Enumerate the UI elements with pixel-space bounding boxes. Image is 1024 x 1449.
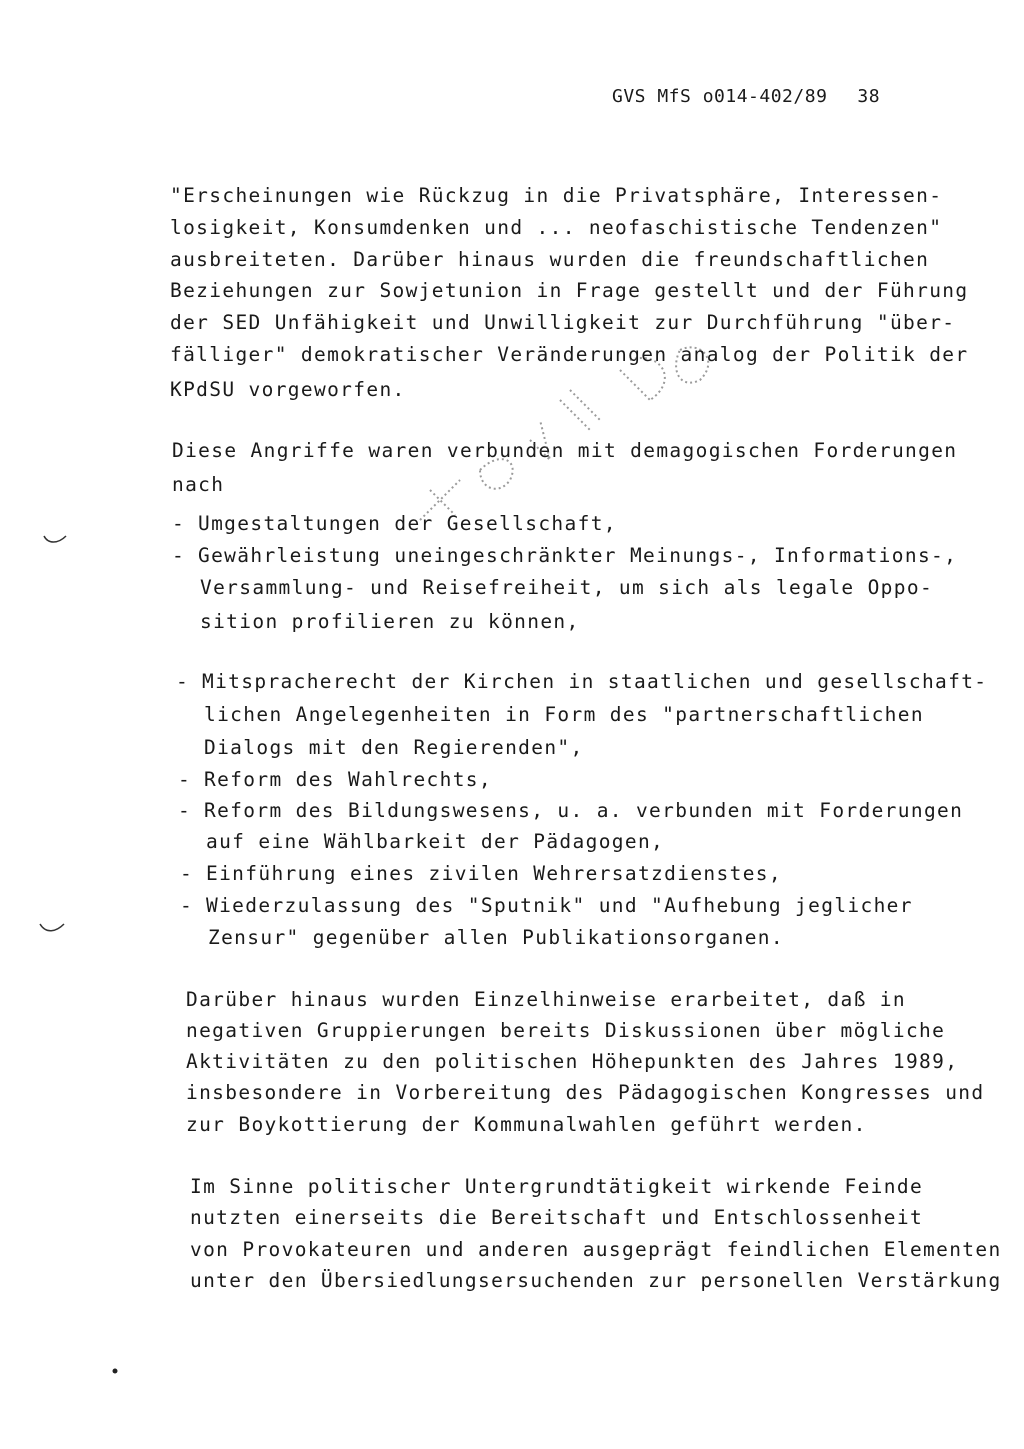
- text-line: der SED Unfähigkeit und Unwilligkeit zur Durchführung "über-: [170, 311, 956, 334]
- list-item: - Reform des Bildungswesens, u. a. verbunden mit Forderungen: [178, 799, 964, 822]
- text-line: Aktivitäten zu den politischen Höhepunkten des Jahres 1989,: [186, 1050, 959, 1073]
- text-line: KPdSU vorgeworfen.: [170, 378, 406, 401]
- ink-dot-icon: [110, 1366, 120, 1376]
- text-line: ausbreiteten. Darüber hinaus wurden die freundschaftlichen: [170, 248, 930, 271]
- list-item: - Gewährleistung uneingeschränkter Meinungs-, Informations-,: [172, 544, 958, 567]
- text-line: Beziehungen zur Sowjetunion in Frage gestellt und der Führung: [170, 279, 969, 302]
- text-line: insbesondere in Vorbereitung des Pädagogischen Kongresses und: [186, 1081, 985, 1104]
- text-line: Diese Angriffe waren verbunden mit demagogischen Forderungen: [172, 439, 958, 462]
- text-line: losigkeit, Konsumdenken und ... neofaschistische Tendenzen": [170, 216, 943, 239]
- page-header: [612, 86, 880, 107]
- text-line: "Erscheinungen wie Rückzug in die Privatsphäre, Interessen-: [170, 184, 943, 207]
- list-item: - Mitspracherecht der Kirchen in staatlichen und gesellschaft-: [176, 670, 988, 693]
- list-item: - Reform des Wahlrechts,: [178, 768, 492, 791]
- page-number: 38: [857, 86, 881, 107]
- text-line: negativen Gruppierungen bereits Diskussionen über mögliche: [186, 1019, 946, 1042]
- text-line: unter den Übersiedlungsersuchenden zur personellen Verstärkung: [190, 1269, 1002, 1292]
- list-marker: -: [172, 512, 186, 535]
- list-item: - Umgestaltungen der Gesellschaft,: [172, 512, 617, 535]
- list-marker: -: [172, 544, 186, 567]
- text-line: von Provokateuren und anderen ausgeprägt feindlichen Elementen: [190, 1238, 1002, 1261]
- list-marker: -: [180, 862, 194, 885]
- margin-tick-icon: [40, 530, 70, 550]
- list-marker: -: [178, 799, 192, 822]
- list-item: - Einführung eines zivilen Wehrersatzdienstes,: [180, 862, 782, 885]
- text-line: nach: [172, 473, 225, 496]
- text-line: nutzten einerseits die Bereitschaft und Entschlossenheit: [190, 1206, 924, 1229]
- text-line: fälliger" demokratischer Veränderungen analog der Politik der: [170, 343, 969, 366]
- list-item-continuation: Zensur" gegenüber allen Publikationsorganen.: [208, 926, 784, 949]
- list-item-continuation: sition profilieren zu können,: [200, 610, 580, 633]
- text-line: zur Boykottierung der Kommunalwahlen geführt werden.: [186, 1113, 867, 1136]
- list-marker: -: [178, 768, 192, 791]
- list-item-continuation: Dialogs mit den Regierenden",: [204, 736, 584, 759]
- list-marker: -: [176, 670, 190, 693]
- list-item-continuation: lichen Angelegenheiten in Form des "partnerschaftlichen: [204, 703, 924, 726]
- list-item-continuation: auf eine Wählbarkeit der Pädagogen,: [206, 830, 665, 853]
- document-reference: GVS MfS o014-402/89: [612, 86, 828, 107]
- list-marker: -: [180, 894, 194, 917]
- text-line: Im Sinne politischer Untergrundtätigkeit wirkende Feinde: [190, 1175, 924, 1198]
- margin-tick-icon: [36, 918, 66, 938]
- list-item-continuation: Versammlung- und Reisefreiheit, um sich als legale Oppo-: [200, 576, 934, 599]
- text-line: Darüber hinaus wurden Einzelhinweise erarbeitet, daß in: [186, 988, 906, 1011]
- list-item: - Wiederzulassung des "Sputnik" und "Aufhebung jeglicher: [180, 894, 913, 917]
